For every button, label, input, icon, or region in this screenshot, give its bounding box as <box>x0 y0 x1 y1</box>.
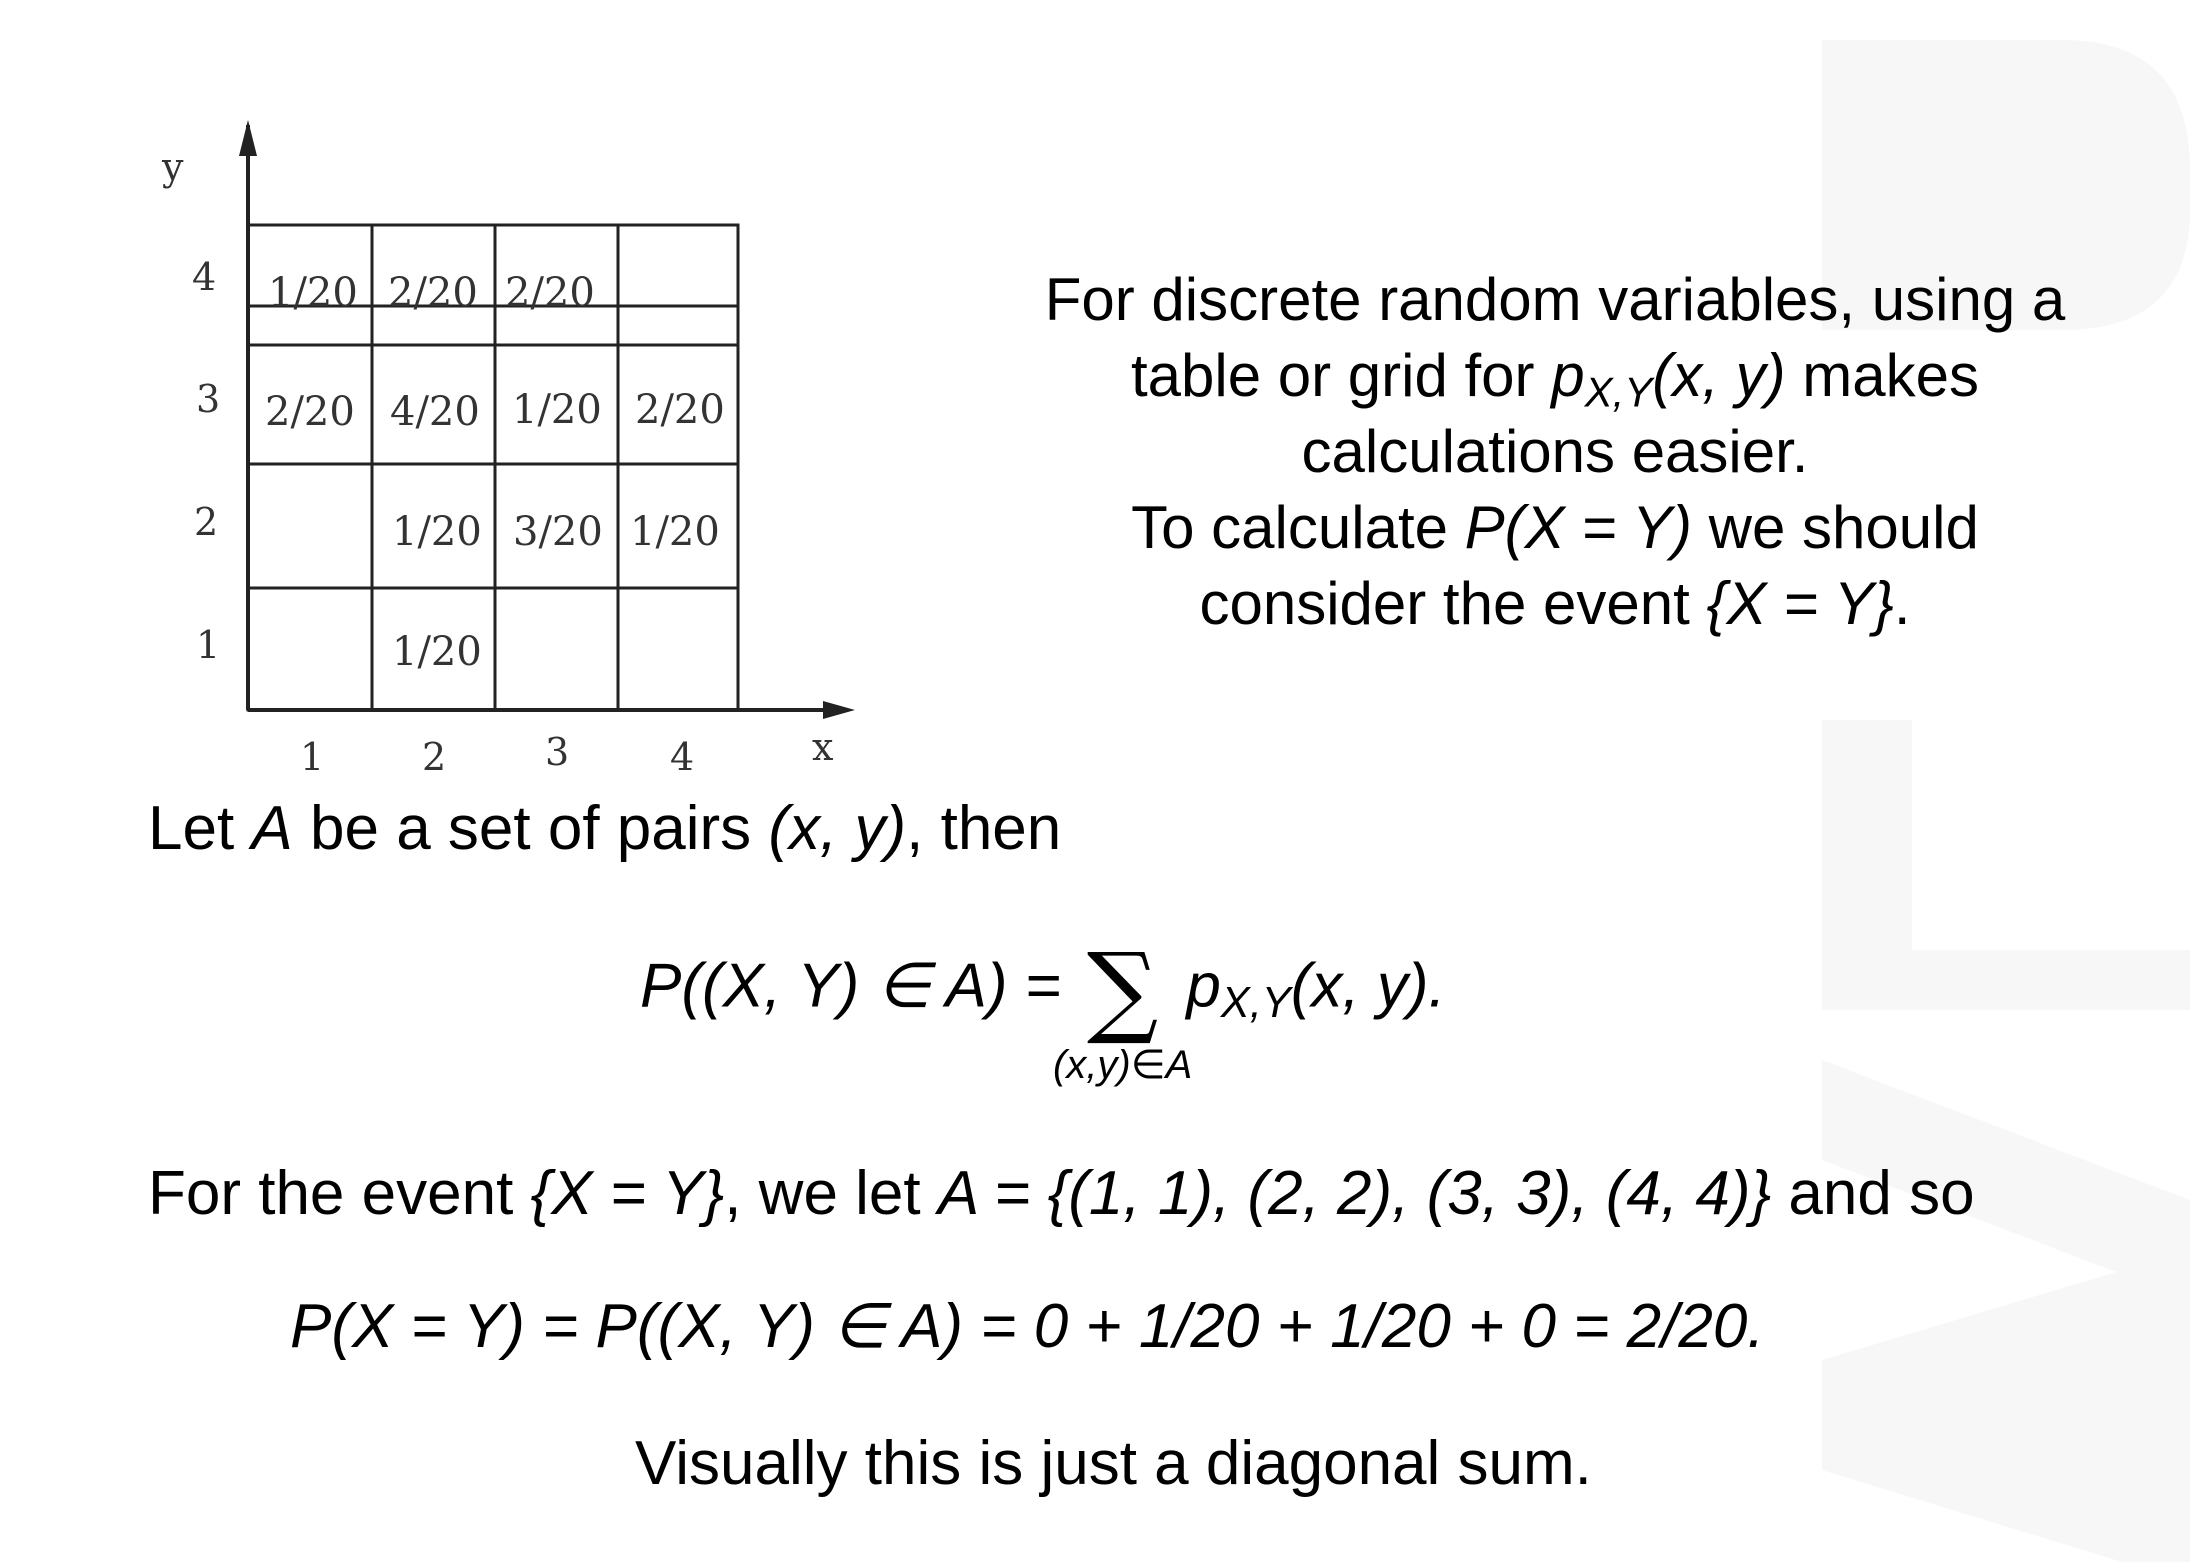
grid-cell: 1/20 <box>268 270 358 316</box>
set-symbol: A <box>251 794 293 863</box>
text: , we let <box>724 1159 938 1228</box>
x-tick: 1 <box>300 735 325 779</box>
grid-cell: 4/20 <box>390 389 480 435</box>
grid-cell: 1/20 <box>630 509 720 555</box>
grid-cell: 1/20 <box>512 387 602 433</box>
x-tick: 3 <box>545 730 570 774</box>
para-text: . <box>1893 570 1911 637</box>
summation-operator <box>1052 931 1193 1087</box>
para-line-5 <box>1030 566 2080 642</box>
text: and so <box>1771 1159 1975 1228</box>
summation-formula <box>640 931 1446 1087</box>
summation-index: (x,y)∈A <box>1052 1043 1193 1087</box>
para-line-2 <box>1030 338 2080 414</box>
grid-cell: 3/20 <box>513 509 603 555</box>
formula-rhs: (x, y). <box>1290 951 1446 1021</box>
x-tick: 2 <box>422 735 447 779</box>
para-text: we should <box>1691 494 1979 561</box>
sigma-symbol: ∑ <box>1086 931 1159 1048</box>
grid-cell: 1/20 <box>392 509 482 555</box>
grid-cell: 2/20 <box>635 387 725 433</box>
pmf-subscript: X,Y <box>1584 368 1653 416</box>
text: Let <box>148 794 252 863</box>
conclusion-text: Visually this is just a diagonal sum. <box>635 1429 1592 1498</box>
watermark-logo <box>1822 0 2190 1562</box>
para-text: table or grid for <box>1131 342 1552 409</box>
let-a-line <box>148 790 1061 868</box>
pmf-symbol: p <box>1551 342 1585 409</box>
grid-cell: 2/20 <box>265 389 355 435</box>
pmf-args: (x, y) <box>1652 342 1786 409</box>
para-line-4 <box>1030 490 2080 566</box>
y-tick: 4 <box>192 255 217 299</box>
probability-expression: P(X = Y) <box>1464 494 1692 561</box>
pmf-symbol: p <box>1186 951 1221 1021</box>
para-line-1: For discrete random variables, using a <box>1044 266 2066 333</box>
event-expression: {X = Y} <box>530 1159 725 1228</box>
pmf-subscript: X,Y <box>1220 979 1291 1028</box>
y-axis-label: y <box>162 145 184 189</box>
joint-pmf-grid <box>140 120 860 790</box>
pair-expression: (x, y) <box>768 794 907 863</box>
para-text: To calculate <box>1131 494 1465 561</box>
para-line-3: calculations easier. <box>1301 418 1809 485</box>
set-definition: A = {(1, 1), (2, 2), (3, 3), (4, 4)} <box>937 1159 1772 1228</box>
y-axis-arrow <box>239 120 257 156</box>
grid-cell: 1/20 <box>392 629 482 675</box>
y-tick: 2 <box>194 500 219 544</box>
x-axis-label: x <box>812 725 834 769</box>
x-tick: 4 <box>670 735 695 779</box>
probability-equation: P(X = Y) = P((X, Y) ∈ A) = 0 + 1/20 + 1/20 + 0 = 2/20. <box>290 1292 1765 1361</box>
grid-cell: 2/20 <box>505 270 595 316</box>
text: be a set of pairs <box>292 794 769 863</box>
y-tick: 1 <box>196 623 221 667</box>
text: For the event <box>148 1159 531 1228</box>
text: , then <box>906 794 1062 863</box>
grid-cell: 2/20 <box>388 270 478 316</box>
formula-lhs: P((X, Y) ∈ A) = <box>640 951 1061 1021</box>
explanation-paragraph <box>1030 262 2080 642</box>
event-definition-line <box>148 1155 1975 1233</box>
y-tick: 3 <box>196 377 221 421</box>
para-text: makes <box>1785 342 1979 409</box>
event-expression: {X = Y} <box>1706 570 1894 637</box>
x-axis-arrow <box>823 701 855 719</box>
para-text: consider the event <box>1199 570 1707 637</box>
